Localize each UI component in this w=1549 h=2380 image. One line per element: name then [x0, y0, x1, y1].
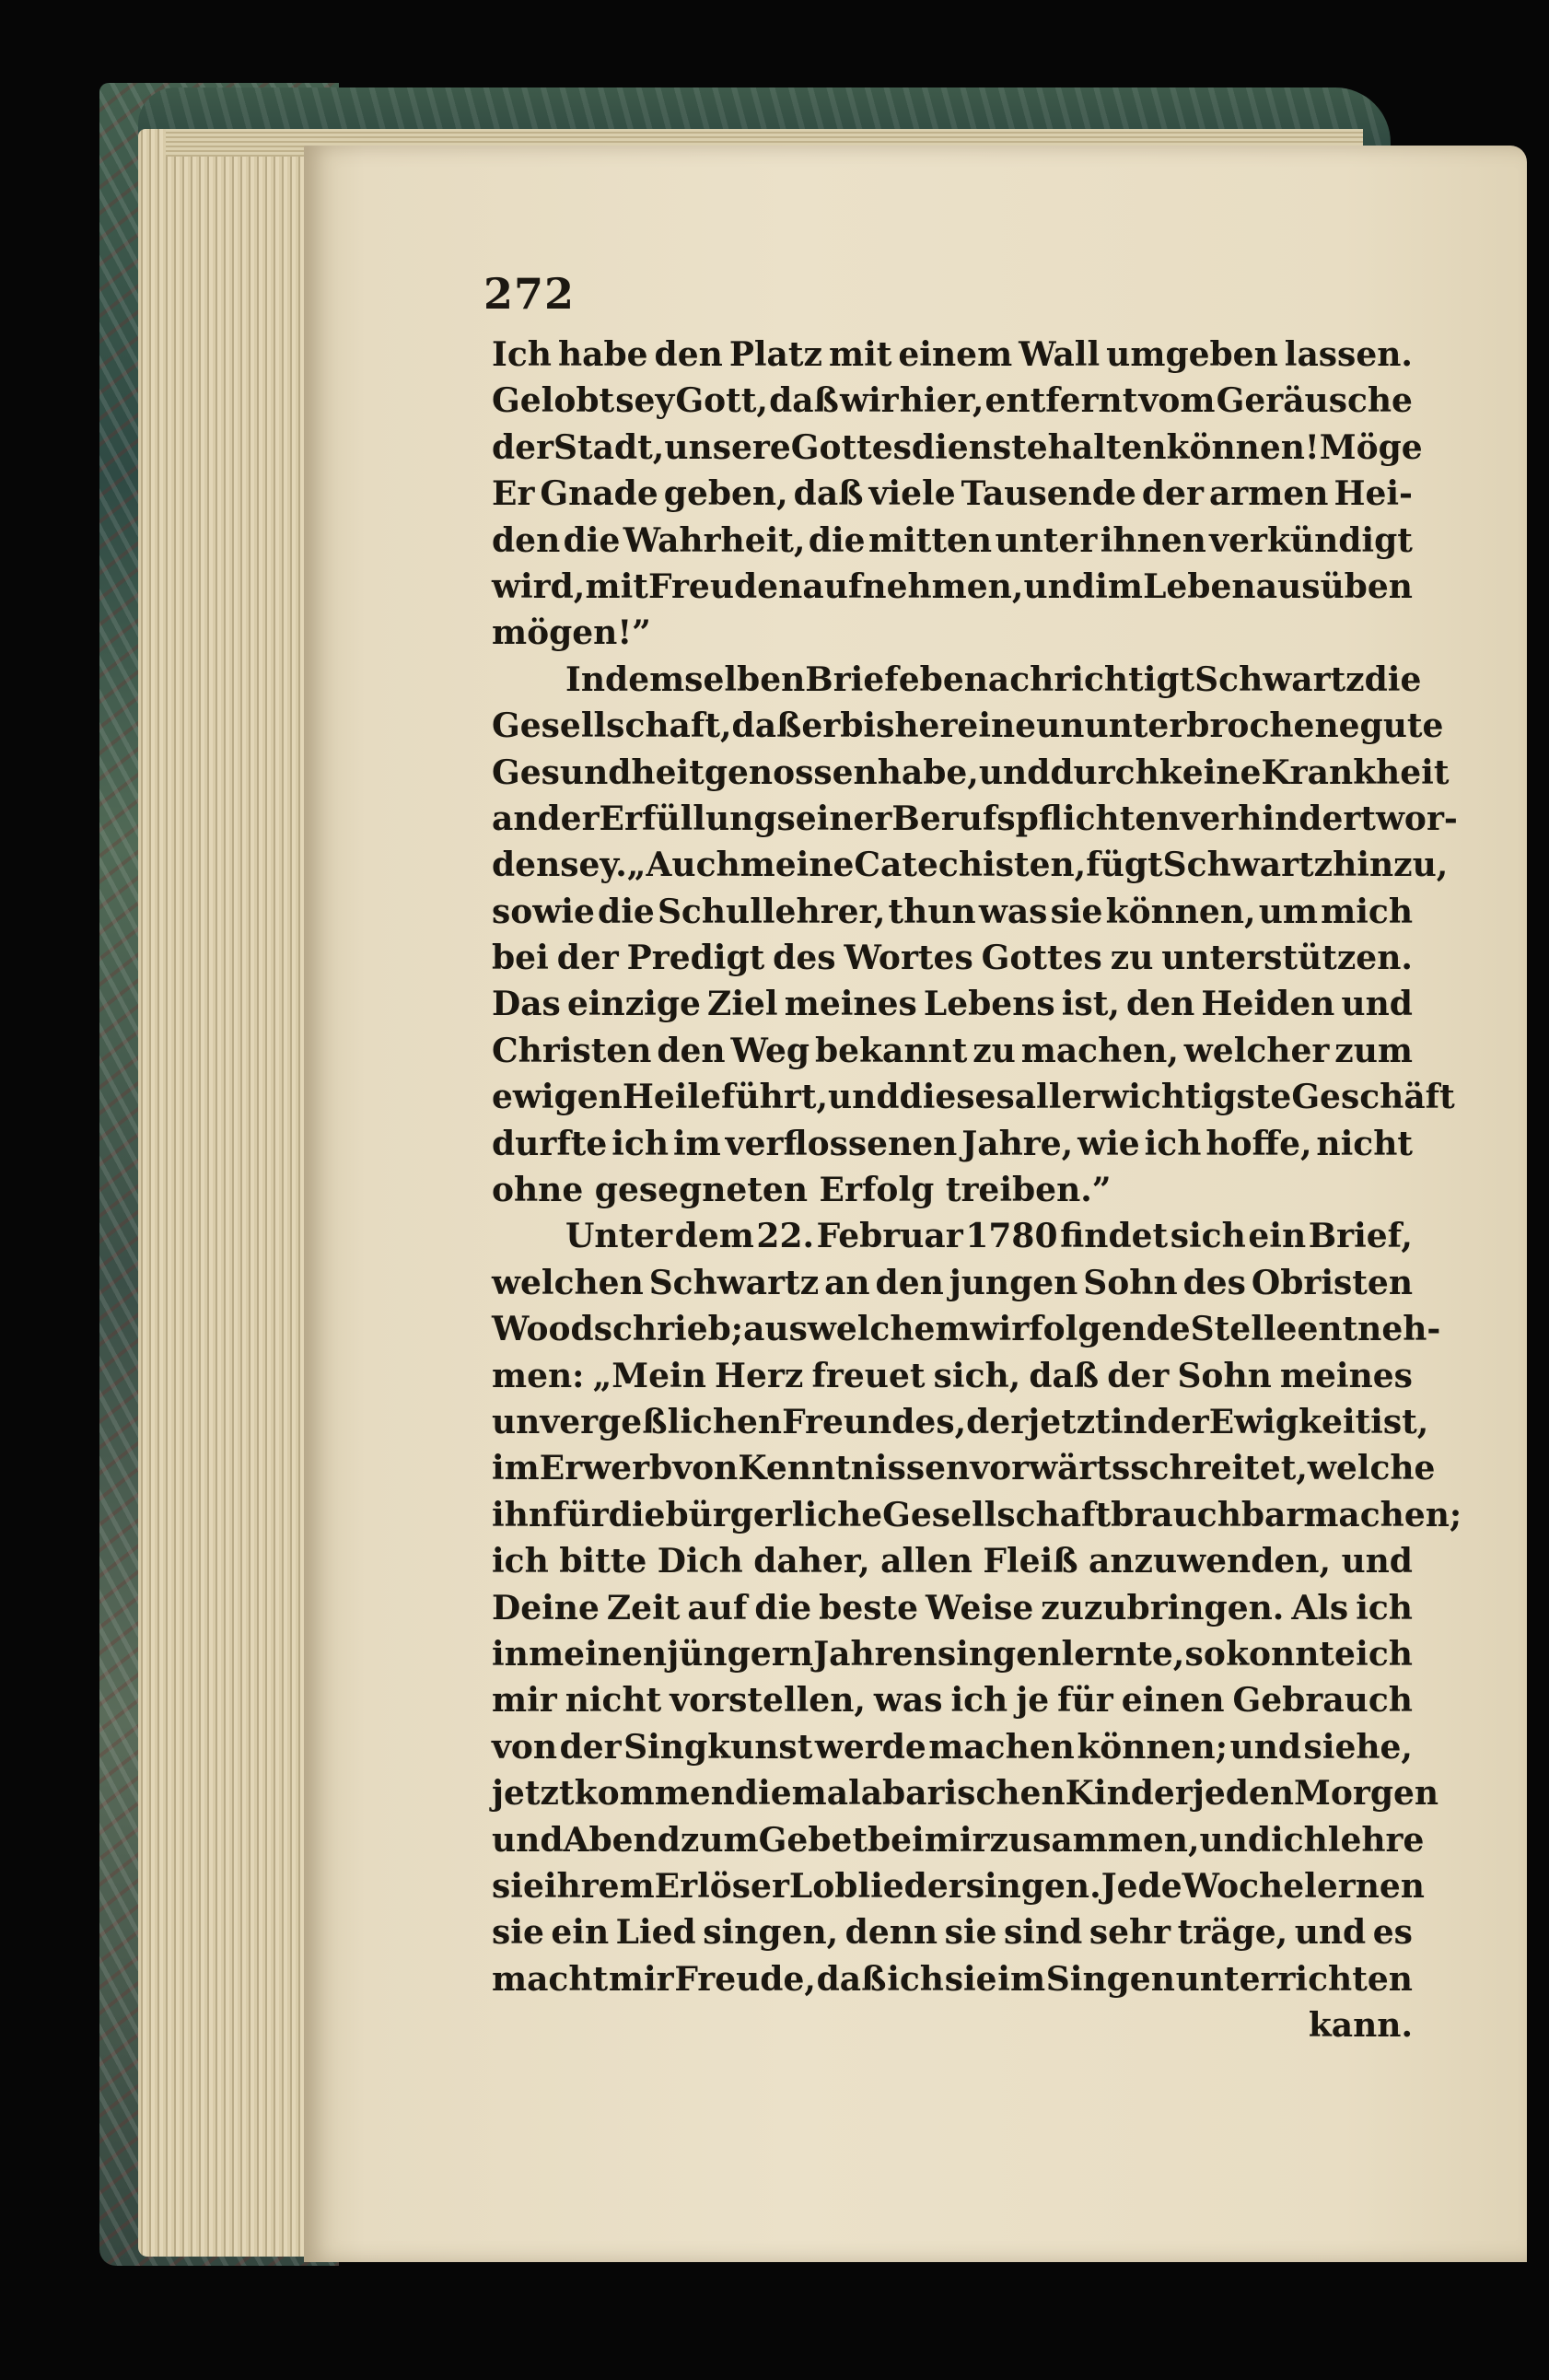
text-line: von der Singkunst werde machen können; und siehe,: [492, 1727, 1413, 1767]
text-line: welchen Schwartz an den jungen Sohn des Obristen: [492, 1263, 1413, 1302]
text-line: men: „Mein Herz freuet sich, daß der Sohn meines: [492, 1356, 1413, 1395]
page-number: 272: [483, 269, 576, 319]
text-line: Unter dem 22. Februar 1780 findet sich ein Brief,: [565, 1217, 1413, 1256]
text-line: im Erwerb von Kenntnissen vorwärts schreitet, welche: [492, 1449, 1436, 1488]
text-line: sie ihrem Erlöser Loblieder singen. Jede Woche lernen: [492, 1866, 1425, 1906]
text-line: ich bitte Dich daher, allen Fleiß anzuwenden, und: [492, 1542, 1413, 1581]
text-line: Christen den Weg bekannt zu machen, welcher zum: [492, 1031, 1413, 1070]
text-line: den sey. „Auch meine Catechisten, fügt Schwartz hinzu,: [492, 846, 1449, 885]
text-line: an der Erfüllung seiner Berufspflichten verhindert wor-: [492, 799, 1458, 838]
text-line: der Stadt, unsere Gottesdienste halten können! Möge: [492, 427, 1423, 467]
text-line: ewigen Heile führt, und dieses allerwichtigste Geschäft: [492, 1078, 1455, 1117]
text-line: mir nicht vorstellen, was ich je für einen Gebrauch: [492, 1681, 1413, 1721]
text-line: Er Gnade geben, daß viele Tausende der armen Hei-: [492, 474, 1413, 514]
text-line: Deine Zeit auf die beste Weise zuzubringen. Als ich: [492, 1588, 1413, 1628]
text-line: In demselben Briefe benachrichtigt Schwartz die: [565, 659, 1422, 699]
text-line: in meinen jüngern Jahren singen lernte, so konnte ich: [492, 1634, 1413, 1674]
text-line: den die Wahrheit, die mitten unter ihnen verkündigt: [492, 520, 1413, 560]
text-line: sie ein Lied singen, denn sie sind sehr träge, und es: [492, 1913, 1413, 1953]
text-line: durfte ich im verflossenen Jahre, wie ich hoffe, nicht: [492, 1124, 1413, 1163]
text-line: Ich habe den Platz mit einem Wall umgeben lassen.: [492, 335, 1413, 374]
text-line: Gesellschaft, daß er bisher eine ununterbrochene gute: [492, 706, 1444, 746]
text-line: kann.: [1308, 2006, 1413, 2046]
text-line: sowie die Schullehrer, thun was sie können, um mich: [492, 892, 1413, 931]
text-line: jetzt kommen die malabarischen Kinder jeden Morgen: [492, 1774, 1439, 1814]
text-line: bei der Predigt des Wortes Gottes zu unterstützen.: [492, 939, 1413, 978]
text-line: Gelobt sey Gott, daß wir hier, entfernt vom Geräusche: [492, 381, 1413, 421]
text-line: ihn für die bürgerliche Gesellschaft brauchbar machen;: [492, 1495, 1462, 1534]
text-line: unvergeßlichen Freundes, der jetzt in der Ewigkeit ist,: [492, 1402, 1429, 1441]
text-line: wird, mit Freuden aufnehmen, und im Leben ausüben: [492, 566, 1413, 606]
text-line: Gesundheit genossen habe, und durch keine Krankheit: [492, 752, 1450, 792]
text-line: und Abend zum Gebet bei mir zusammen, und ich lehre: [492, 1820, 1425, 1860]
page-block-edges: [138, 129, 313, 2257]
text-line: Wood schrieb; aus welchem wir folgende Stelle entneh-: [492, 1310, 1441, 1349]
text-line: Das einzige Ziel meines Lebens ist, den Heiden und: [492, 985, 1413, 1024]
body-text: [492, 332, 1462, 2048]
text-line: macht mir Freude, daß ich sie im Singen unterrichten: [492, 1959, 1413, 1999]
text-line: ohne gesegneten Erfolg treiben.”: [492, 1171, 1112, 1210]
text-line: mögen!”: [492, 613, 651, 653]
